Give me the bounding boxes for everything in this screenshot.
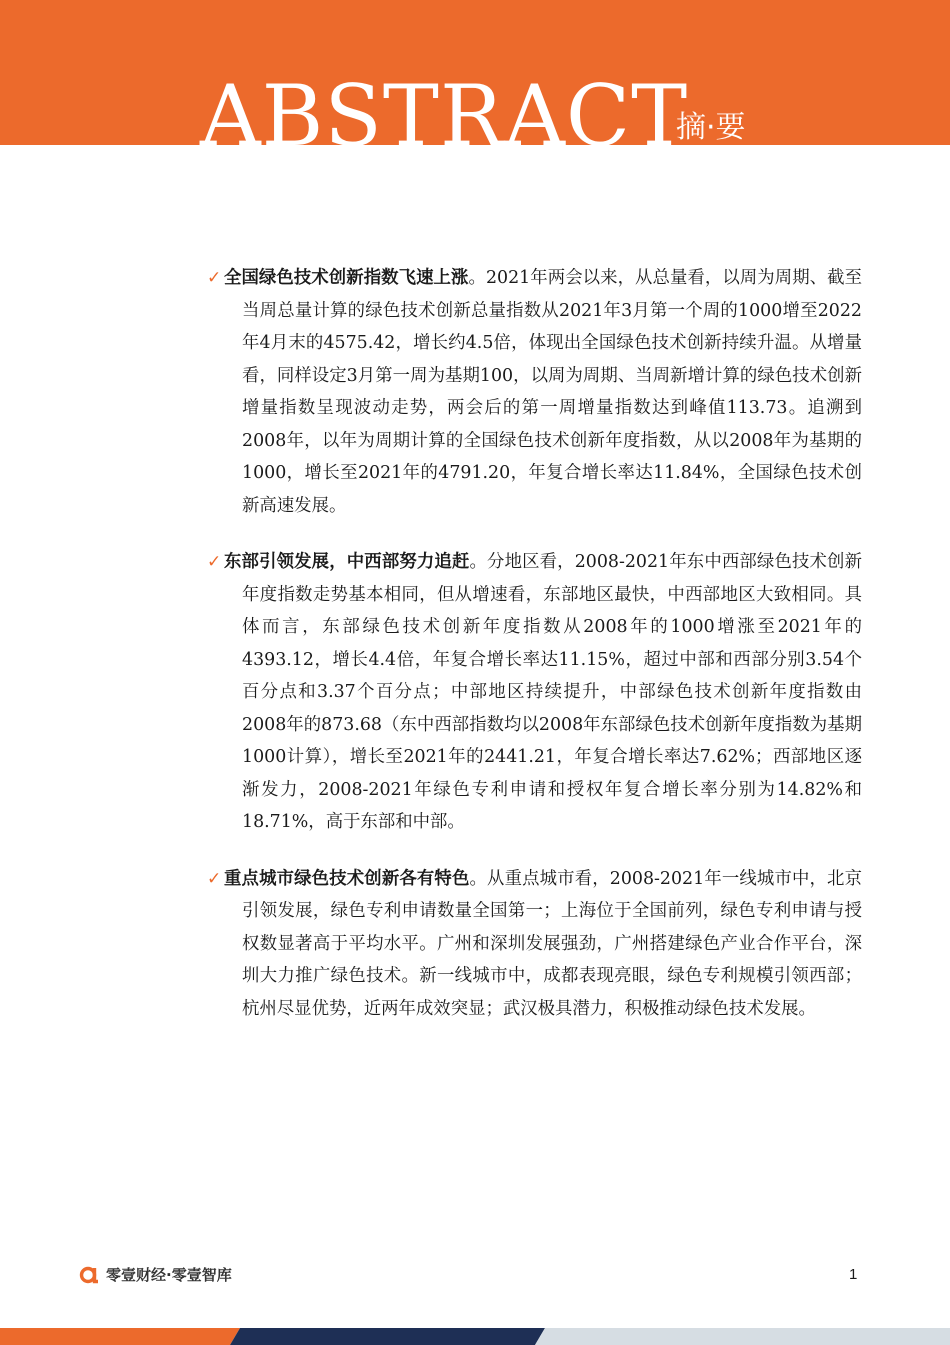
checkmark-icon: ✓ [207,868,222,889]
banner-title: ABSTRACT [200,67,689,145]
checkmark-icon: ✓ [207,552,222,572]
logo-icon [78,1263,100,1285]
page-number: 1 [849,1266,858,1283]
paragraph-body: 。分地区看，2008-2021年东中西部绿色技术创新年度指数走势基本相同，但从增速看，东部地区最快，中西部地区大致相同。具体而言，东部绿色技术创新年度指数从2008年的1000增涨至2021年的4393.12，增长4.4倍，年复合增长率达11.15%，超过中部和西部分别3.54个百分点和3.37个百分点；中部地区持续提升，中部绿色技术创新年度指数由2008年的873.68（东中西部指数均以2008年东部绿色技术创新年度指数为基期1000计算），增长至2021年的2441.21，年复合增长率达7.62%；西部地区逐渐发力，2008-2021年绿色专利申请和授权年复合增长率分别为14.82%和18.71%，高于东部和中部。 [242,552,862,832]
logo-text: 零壹财经·零壹智库 [106,1265,232,1284]
footer-stripe [0,1328,950,1345]
header-banner [0,0,950,145]
abstract-content [207,262,862,1049]
checkmark-icon: ✓ [207,268,222,288]
paragraph-heading: 东部引领发展，中西部努力追赶 [224,552,470,572]
paragraph-body: 。从重点城市看，2008-2021年一线城市中，北京引领发展，绿色专利申请数量全国第一；上海位于全国前列，绿色专利申请与授权数显著高于平均水平。广州和深圳发展强劲，广州搭建绿色产业合作平台，深圳大力推广绿色技术。新一线城市中，成都表现亮眼，绿色专利规模引领西部；杭州尽显优势，近两年成效突显；武汉极具潜力，积极推动绿色技术发展。 [242,868,862,1019]
footer-logo [78,1263,232,1285]
paragraph-body: 。2021年两会以来，从总量看，以周为周期、截至当周总量计算的绿色技术创新总量指数从2021年3月第一个周的1000增至2022年4月末的4575.42，增长约4.5倍，体现出全国绿色技术创新持续升温。从增量看，同样设定3月第一周为基期100，以周为周期、当周新增计算的绿色技术创新增量指数呈现波动走势，两会后的第一周增量指数达到峰值113.73。追溯到2008年，以年为周期计算的全国绿色技术创新年度指数，从以2008年为基期的1000，增长至2021年的4791.20，年复合增长率达11.84%，全国绿色技术创新高速发展。 [242,268,862,516]
abstract-paragraph [207,262,862,522]
abstract-paragraph [207,863,862,1026]
paragraph-heading: 重点城市绿色技术创新各有特色 [224,868,470,889]
abstract-paragraph [207,546,862,839]
paragraph-heading: 全国绿色技术创新指数飞速上涨 [224,268,469,288]
banner-subtitle: 摘·要 [676,110,746,145]
